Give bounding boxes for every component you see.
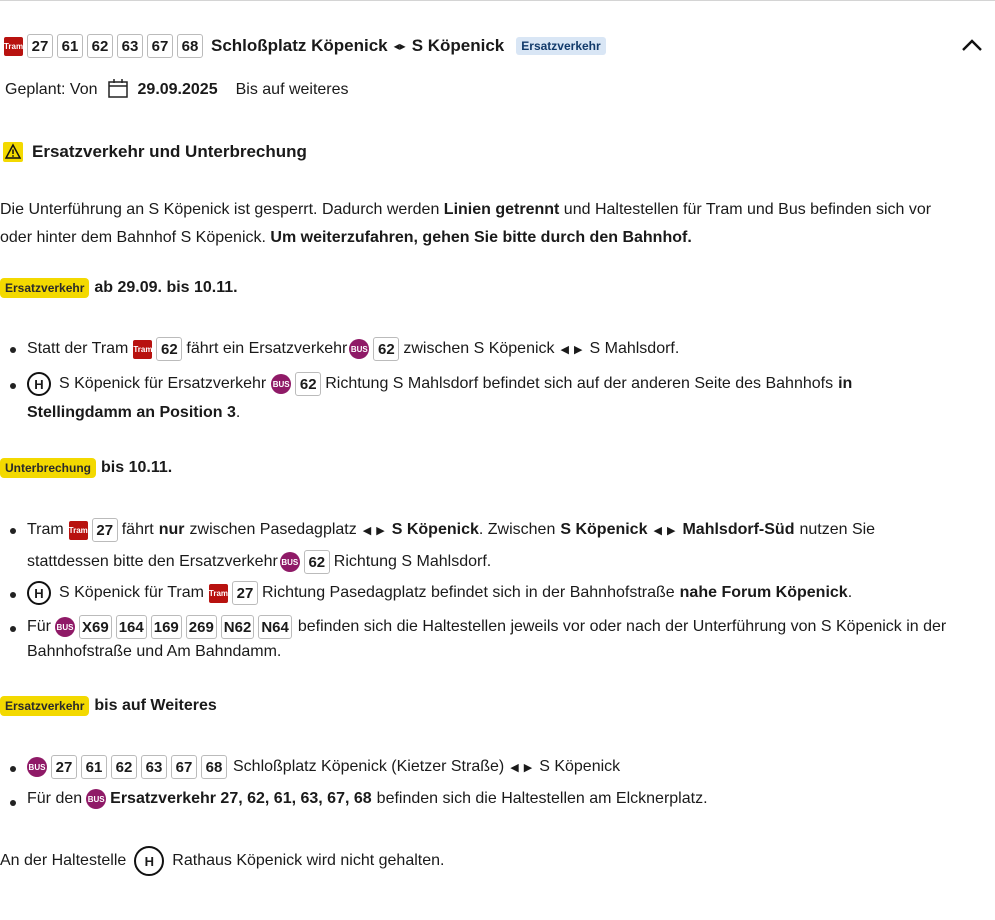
block1-heading bbox=[0, 278, 238, 298]
block3-range: bis auf Weiteres bbox=[94, 697, 217, 714]
intro-text-3: oder hinter dem Bahnhof S Köpenick. bbox=[0, 229, 271, 246]
text: S Köpenick bbox=[539, 758, 621, 775]
list-item bbox=[27, 518, 875, 542]
bus-icon: BUS bbox=[271, 374, 291, 394]
text-bold: S Köpenick bbox=[391, 521, 479, 538]
line-badge: 61 bbox=[57, 34, 83, 58]
text: Für den bbox=[27, 790, 83, 807]
bidirectional-arrow-icon: ◀ ▶ bbox=[560, 343, 584, 356]
bidirectional-arrow-icon: ◀ ▶ bbox=[362, 524, 386, 537]
text: Schloßplatz Köpenick (Kietzer Straße) bbox=[233, 758, 505, 775]
text-bold: nur bbox=[158, 521, 185, 538]
list-item bbox=[27, 615, 946, 639]
status-badge: Ersatzverkehr bbox=[516, 37, 605, 55]
line-badge: 61 bbox=[81, 755, 107, 779]
chevron-up-icon[interactable] bbox=[961, 38, 983, 52]
text: . Zwischen bbox=[478, 521, 556, 538]
list-item bbox=[27, 755, 620, 779]
bus-stop-icon: H bbox=[134, 846, 164, 876]
line-badge: 62 bbox=[156, 337, 182, 361]
text: fährt ein Ersatzverkehr bbox=[186, 340, 348, 357]
block1-range: ab 29.09. bis 10.11. bbox=[94, 279, 238, 296]
line-badge: X69 bbox=[79, 615, 112, 639]
bus-icon: BUS bbox=[27, 757, 47, 777]
text-bold: Ersatzverkehr 27, 62, 61, 63, 67, 68 bbox=[110, 790, 372, 807]
tram-icon: Tram bbox=[133, 340, 152, 359]
route-to: S Köpenick bbox=[411, 36, 505, 55]
planned-label: Geplant: Von bbox=[5, 81, 98, 98]
text: . bbox=[235, 404, 241, 421]
line-badge: 164 bbox=[116, 615, 147, 639]
text: befinden sich die Haltestellen am Elcknerplatz. bbox=[376, 790, 708, 807]
calendar-icon bbox=[108, 78, 128, 98]
text-bold: nahe Forum Köpenick bbox=[679, 584, 848, 601]
bidirectional-arrow-icon: ◂▸ bbox=[393, 39, 406, 53]
text: S Köpenick für Tram bbox=[59, 584, 204, 601]
text-bold: Mahlsdorf-Süd bbox=[682, 521, 795, 538]
text: Tram bbox=[27, 521, 64, 538]
bullet bbox=[10, 626, 16, 632]
bidirectional-arrow-icon: ◀ ▶ bbox=[653, 524, 677, 537]
list-item bbox=[27, 581, 852, 605]
text: S Mahlsdorf. bbox=[589, 340, 680, 357]
bullet bbox=[10, 766, 16, 772]
bus-stop-icon: H bbox=[27, 372, 51, 396]
card-header[interactable] bbox=[4, 34, 606, 58]
tram-icon: Tram bbox=[209, 584, 228, 603]
line-badge: 63 bbox=[141, 755, 167, 779]
route-from: Schloßplatz Köpenick bbox=[211, 36, 388, 55]
text-bold: S Köpenick bbox=[560, 521, 648, 538]
text-bold: in bbox=[838, 375, 853, 392]
list-item-continued bbox=[27, 643, 281, 661]
text: An der Haltestelle bbox=[0, 852, 127, 869]
bus-icon: BUS bbox=[55, 617, 75, 637]
line-badge: 68 bbox=[177, 34, 203, 58]
text: stattdessen bitte den Ersatzverkehr bbox=[27, 553, 278, 570]
planned-row bbox=[5, 78, 349, 102]
line-badge: 68 bbox=[201, 755, 227, 779]
line-badge: 63 bbox=[117, 34, 143, 58]
planned-until: Bis auf weiteres bbox=[235, 81, 349, 98]
text: zwischen Pasedagplatz bbox=[189, 521, 357, 538]
bullet bbox=[10, 528, 16, 534]
list-item bbox=[27, 372, 852, 396]
text: Richtung Pasedagplatz befindet sich in der Bahnhofstraße bbox=[261, 584, 675, 601]
bus-icon: BUS bbox=[86, 789, 106, 809]
line-badge: 27 bbox=[232, 581, 258, 605]
bullet bbox=[10, 347, 16, 353]
planned-date: 29.09.2025 bbox=[137, 81, 218, 98]
text: fährt bbox=[121, 521, 154, 538]
bus-icon: BUS bbox=[349, 339, 369, 359]
line-badge: 27 bbox=[27, 34, 53, 58]
unterbrechung-tag: Unterbrechung bbox=[0, 458, 96, 478]
bidirectional-arrow-icon: ◀ ▶ bbox=[510, 761, 534, 774]
bullet bbox=[10, 383, 16, 389]
text: Für bbox=[27, 618, 51, 635]
text: Statt der Tram bbox=[27, 340, 129, 357]
line-badge: 67 bbox=[147, 34, 173, 58]
bus-stop-icon: H bbox=[27, 581, 51, 605]
line-badge: 62 bbox=[304, 550, 330, 574]
block2-range: bis 10.11. bbox=[101, 459, 173, 476]
text: Richtung S Mahlsdorf. bbox=[333, 553, 492, 570]
line-badge: 169 bbox=[151, 615, 182, 639]
text: Rathaus Köpenick wird nicht gehalten. bbox=[172, 852, 445, 869]
line-badge: N64 bbox=[258, 615, 292, 639]
block2-heading bbox=[0, 458, 172, 478]
section-title: Ersatzverkehr und Unterbrechung bbox=[32, 142, 307, 161]
text: befinden sich die Haltestellen jeweils vor oder nach der Unterführung von S Köpenick in der bbox=[297, 618, 947, 635]
text: zwischen S Köpenick bbox=[403, 340, 555, 357]
list-item bbox=[27, 789, 708, 809]
list-item bbox=[27, 337, 679, 361]
tram-icon: Tram bbox=[4, 37, 23, 56]
bus-icon: BUS bbox=[280, 552, 300, 572]
intro-text-1: Die Unterführung an S Köpenick ist gesperrt. Dadurch werden bbox=[0, 201, 444, 218]
text: nutzen Sie bbox=[799, 521, 876, 538]
text: Bahnhofstraße und Am Bahndamm. bbox=[27, 643, 282, 660]
line-badge: 62 bbox=[111, 755, 137, 779]
text-bold: Stellingdamm an Position 3 bbox=[27, 404, 236, 421]
bullet bbox=[10, 592, 16, 598]
intro-bold-1: Linien getrennt bbox=[443, 201, 560, 218]
warning-icon bbox=[3, 142, 23, 162]
bullet bbox=[10, 800, 16, 806]
ersatzverkehr-tag: Ersatzverkehr bbox=[0, 278, 89, 298]
block3-heading bbox=[0, 696, 217, 716]
section-heading bbox=[3, 142, 307, 162]
line-badge: 27 bbox=[92, 518, 118, 542]
line-badge: 62 bbox=[373, 337, 399, 361]
line-badge: 62 bbox=[295, 372, 321, 396]
divider bbox=[0, 0, 995, 1]
list-item-continued bbox=[27, 404, 240, 422]
text: Richtung S Mahlsdorf befindet sich auf der anderen Seite des Bahnhofs bbox=[325, 375, 834, 392]
text: . bbox=[847, 584, 853, 601]
line-badge: 62 bbox=[87, 34, 113, 58]
tram-icon: Tram bbox=[69, 521, 88, 540]
line-badge: N62 bbox=[221, 615, 255, 639]
intro-text bbox=[0, 196, 995, 252]
intro-text-2: und Haltestellen für Tram und Bus befinden sich vor bbox=[559, 201, 932, 218]
line-badge: 269 bbox=[186, 615, 217, 639]
intro-bold-2: Um weiterzufahren, gehen Sie bitte durch den Bahnhof. bbox=[270, 229, 692, 246]
line-badge: 67 bbox=[171, 755, 197, 779]
list-item-continued bbox=[27, 550, 491, 574]
footer-note bbox=[0, 846, 444, 876]
line-badge: 27 bbox=[51, 755, 77, 779]
ersatzverkehr-tag: Ersatzverkehr bbox=[0, 696, 89, 716]
text: S Köpenick für Ersatzverkehr bbox=[59, 375, 267, 392]
